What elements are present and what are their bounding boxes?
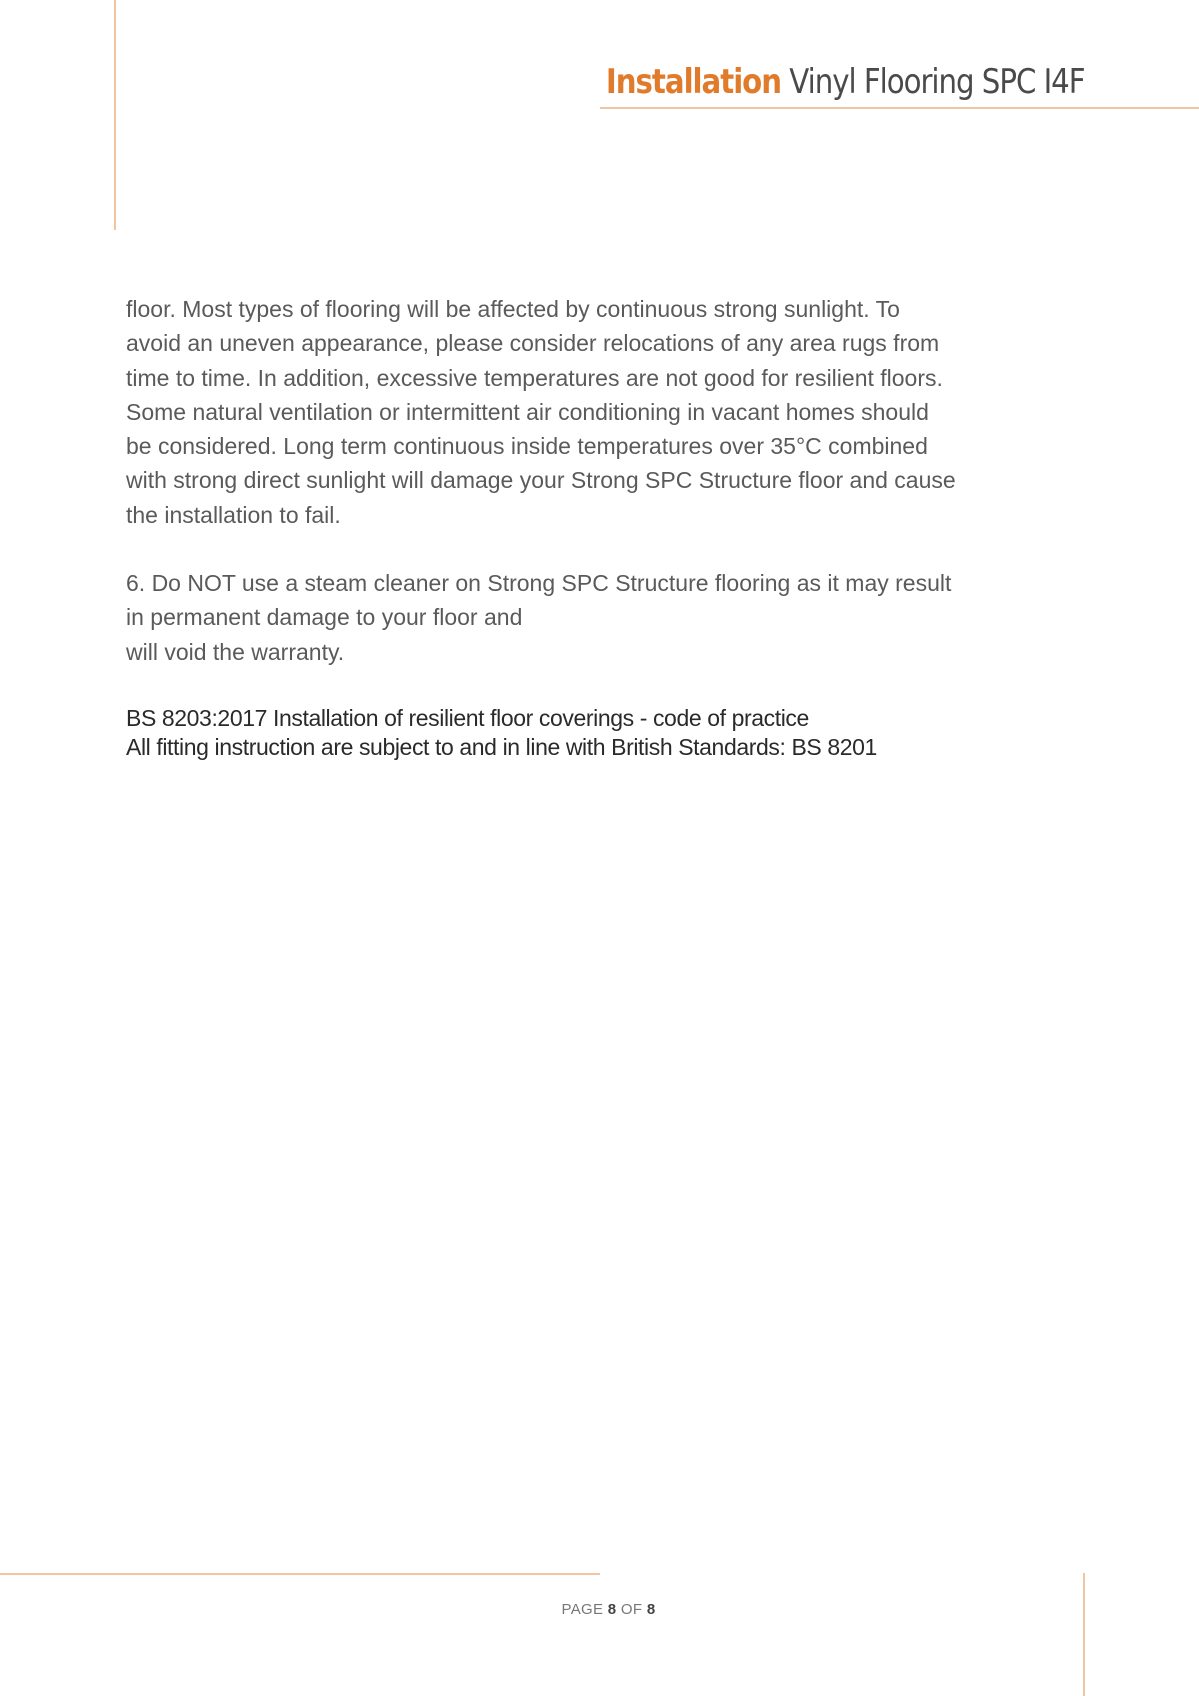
footer-rule xyxy=(0,1573,600,1575)
paragraph-line: avoid an uneven appearance, please consider relocations of any area rugs from xyxy=(126,330,940,357)
right-accent-rule xyxy=(1083,1573,1085,1696)
standards-line-1: BS 8203:2017 Installation of resilient floor coverings - code of practice xyxy=(126,705,809,731)
header-title-accent: Installation xyxy=(606,62,782,102)
header-title-rest: Vinyl Flooring SPC I4F xyxy=(789,62,1085,102)
paragraph-line: be considered. Long term continuous inside temperatures over 35°C combined xyxy=(126,433,928,460)
paragraph-steam-cleaner xyxy=(126,566,1026,669)
page-header-title xyxy=(606,62,1085,102)
standards-note xyxy=(126,704,1026,762)
paragraph-line: the installation to fail. xyxy=(126,501,341,528)
page-total: 8 xyxy=(646,1601,656,1618)
paragraph-line: will void the warranty. xyxy=(126,638,345,665)
paragraph-line: 6. Do NOT use a steam cleaner on Strong SPC Structure flooring as it may result xyxy=(126,570,952,597)
paragraph-line: floor. Most types of flooring will be affected by continuous strong sunlight. To xyxy=(126,296,900,322)
header-rule xyxy=(600,107,1199,109)
page-label: PAGE xyxy=(561,1601,604,1618)
page-of: OF xyxy=(620,1601,643,1618)
paragraph-line: Some natural ventilation or intermittent air conditioning in vacant homes should xyxy=(126,398,929,425)
page-number xyxy=(0,1601,1199,1618)
standards-line-2: All fitting instruction are subject to and in line with British Standards: BS 8201 xyxy=(126,734,877,760)
left-accent-rule xyxy=(114,0,116,230)
paragraph-line: with strong direct sunlight will damage your Strong SPC Structure floor and cause xyxy=(126,467,956,494)
page-current: 8 xyxy=(607,1601,617,1618)
paragraph-line: time to time. In addition, excessive temperatures are not good for resilient floors. xyxy=(126,364,943,391)
body-text xyxy=(126,292,1026,703)
paragraph-line: in permanent damage to your floor and xyxy=(126,604,523,631)
paragraph-sunlight xyxy=(126,292,1026,532)
